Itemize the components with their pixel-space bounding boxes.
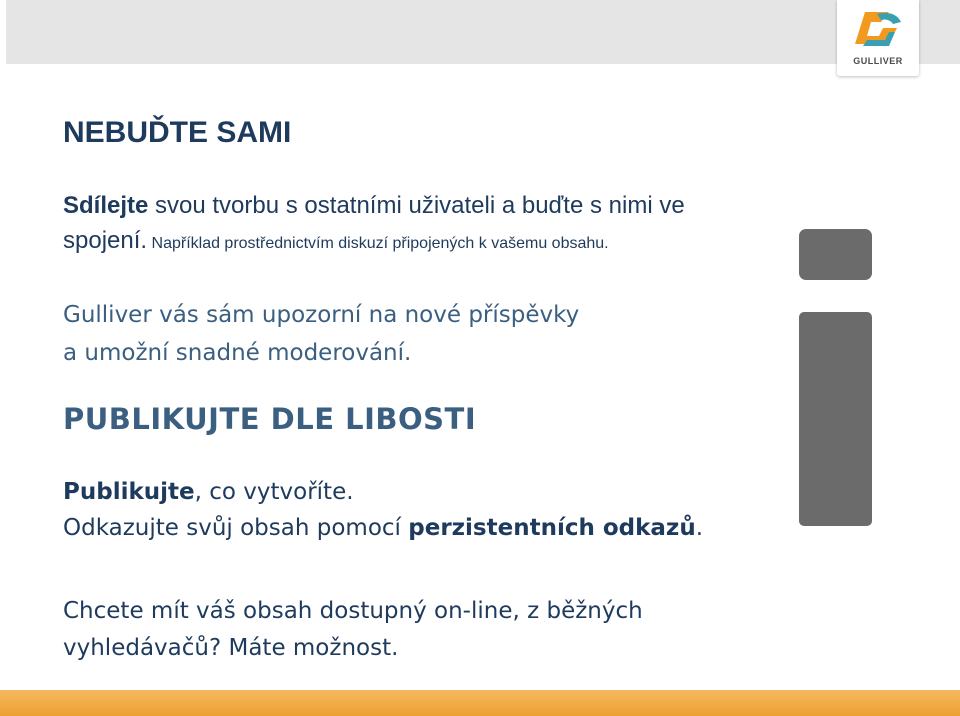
online-line-2: vyhledávačů? Máte možnost. bbox=[63, 635, 399, 661]
top-banner bbox=[6, 0, 960, 64]
links-pre: Odkazujte svůj obsah pomocí bbox=[63, 515, 409, 541]
info-icon-dot bbox=[799, 229, 872, 280]
links-bold: perzistentních odkazů bbox=[408, 515, 696, 541]
publish-text: , co vytvoříte. bbox=[194, 479, 354, 505]
notify-line-1: Gulliver vás sám upozorní na nové příspěvky bbox=[63, 302, 580, 328]
paragraph-share bbox=[63, 188, 753, 261]
bottom-bar bbox=[0, 690, 960, 716]
share-text: svou tvorbu s ostatními uživateli a buďte s nimi ve spojení. bbox=[63, 192, 685, 254]
gulliver-logo-icon bbox=[837, 0, 919, 60]
logo-text: GULLIVER bbox=[853, 56, 903, 66]
paragraph-online bbox=[63, 593, 643, 667]
paragraph-links bbox=[63, 510, 703, 547]
gulliver-logo bbox=[837, 0, 919, 76]
share-bold: Sdílejte bbox=[63, 192, 149, 219]
section-title-nebudte-sami: NEBUĎTE SAMI bbox=[63, 116, 292, 149]
paragraph-notify bbox=[63, 296, 579, 372]
links-post: . bbox=[695, 515, 704, 541]
share-note: Například prostřednictvím diskuzí připojených k vašemu obsahu. bbox=[147, 235, 609, 252]
paragraph-publish bbox=[63, 473, 354, 511]
info-icon-stem bbox=[799, 312, 872, 526]
notify-line-2: a umožní snadné moderování. bbox=[63, 340, 412, 366]
section-title-publikujte: PUBLIKUJTE DLE LIBOSTI bbox=[63, 402, 477, 436]
publish-bold: Publikujte bbox=[63, 479, 195, 505]
online-line-1: Chcete mít váš obsah dostupný on-line, z běžných bbox=[63, 598, 643, 624]
